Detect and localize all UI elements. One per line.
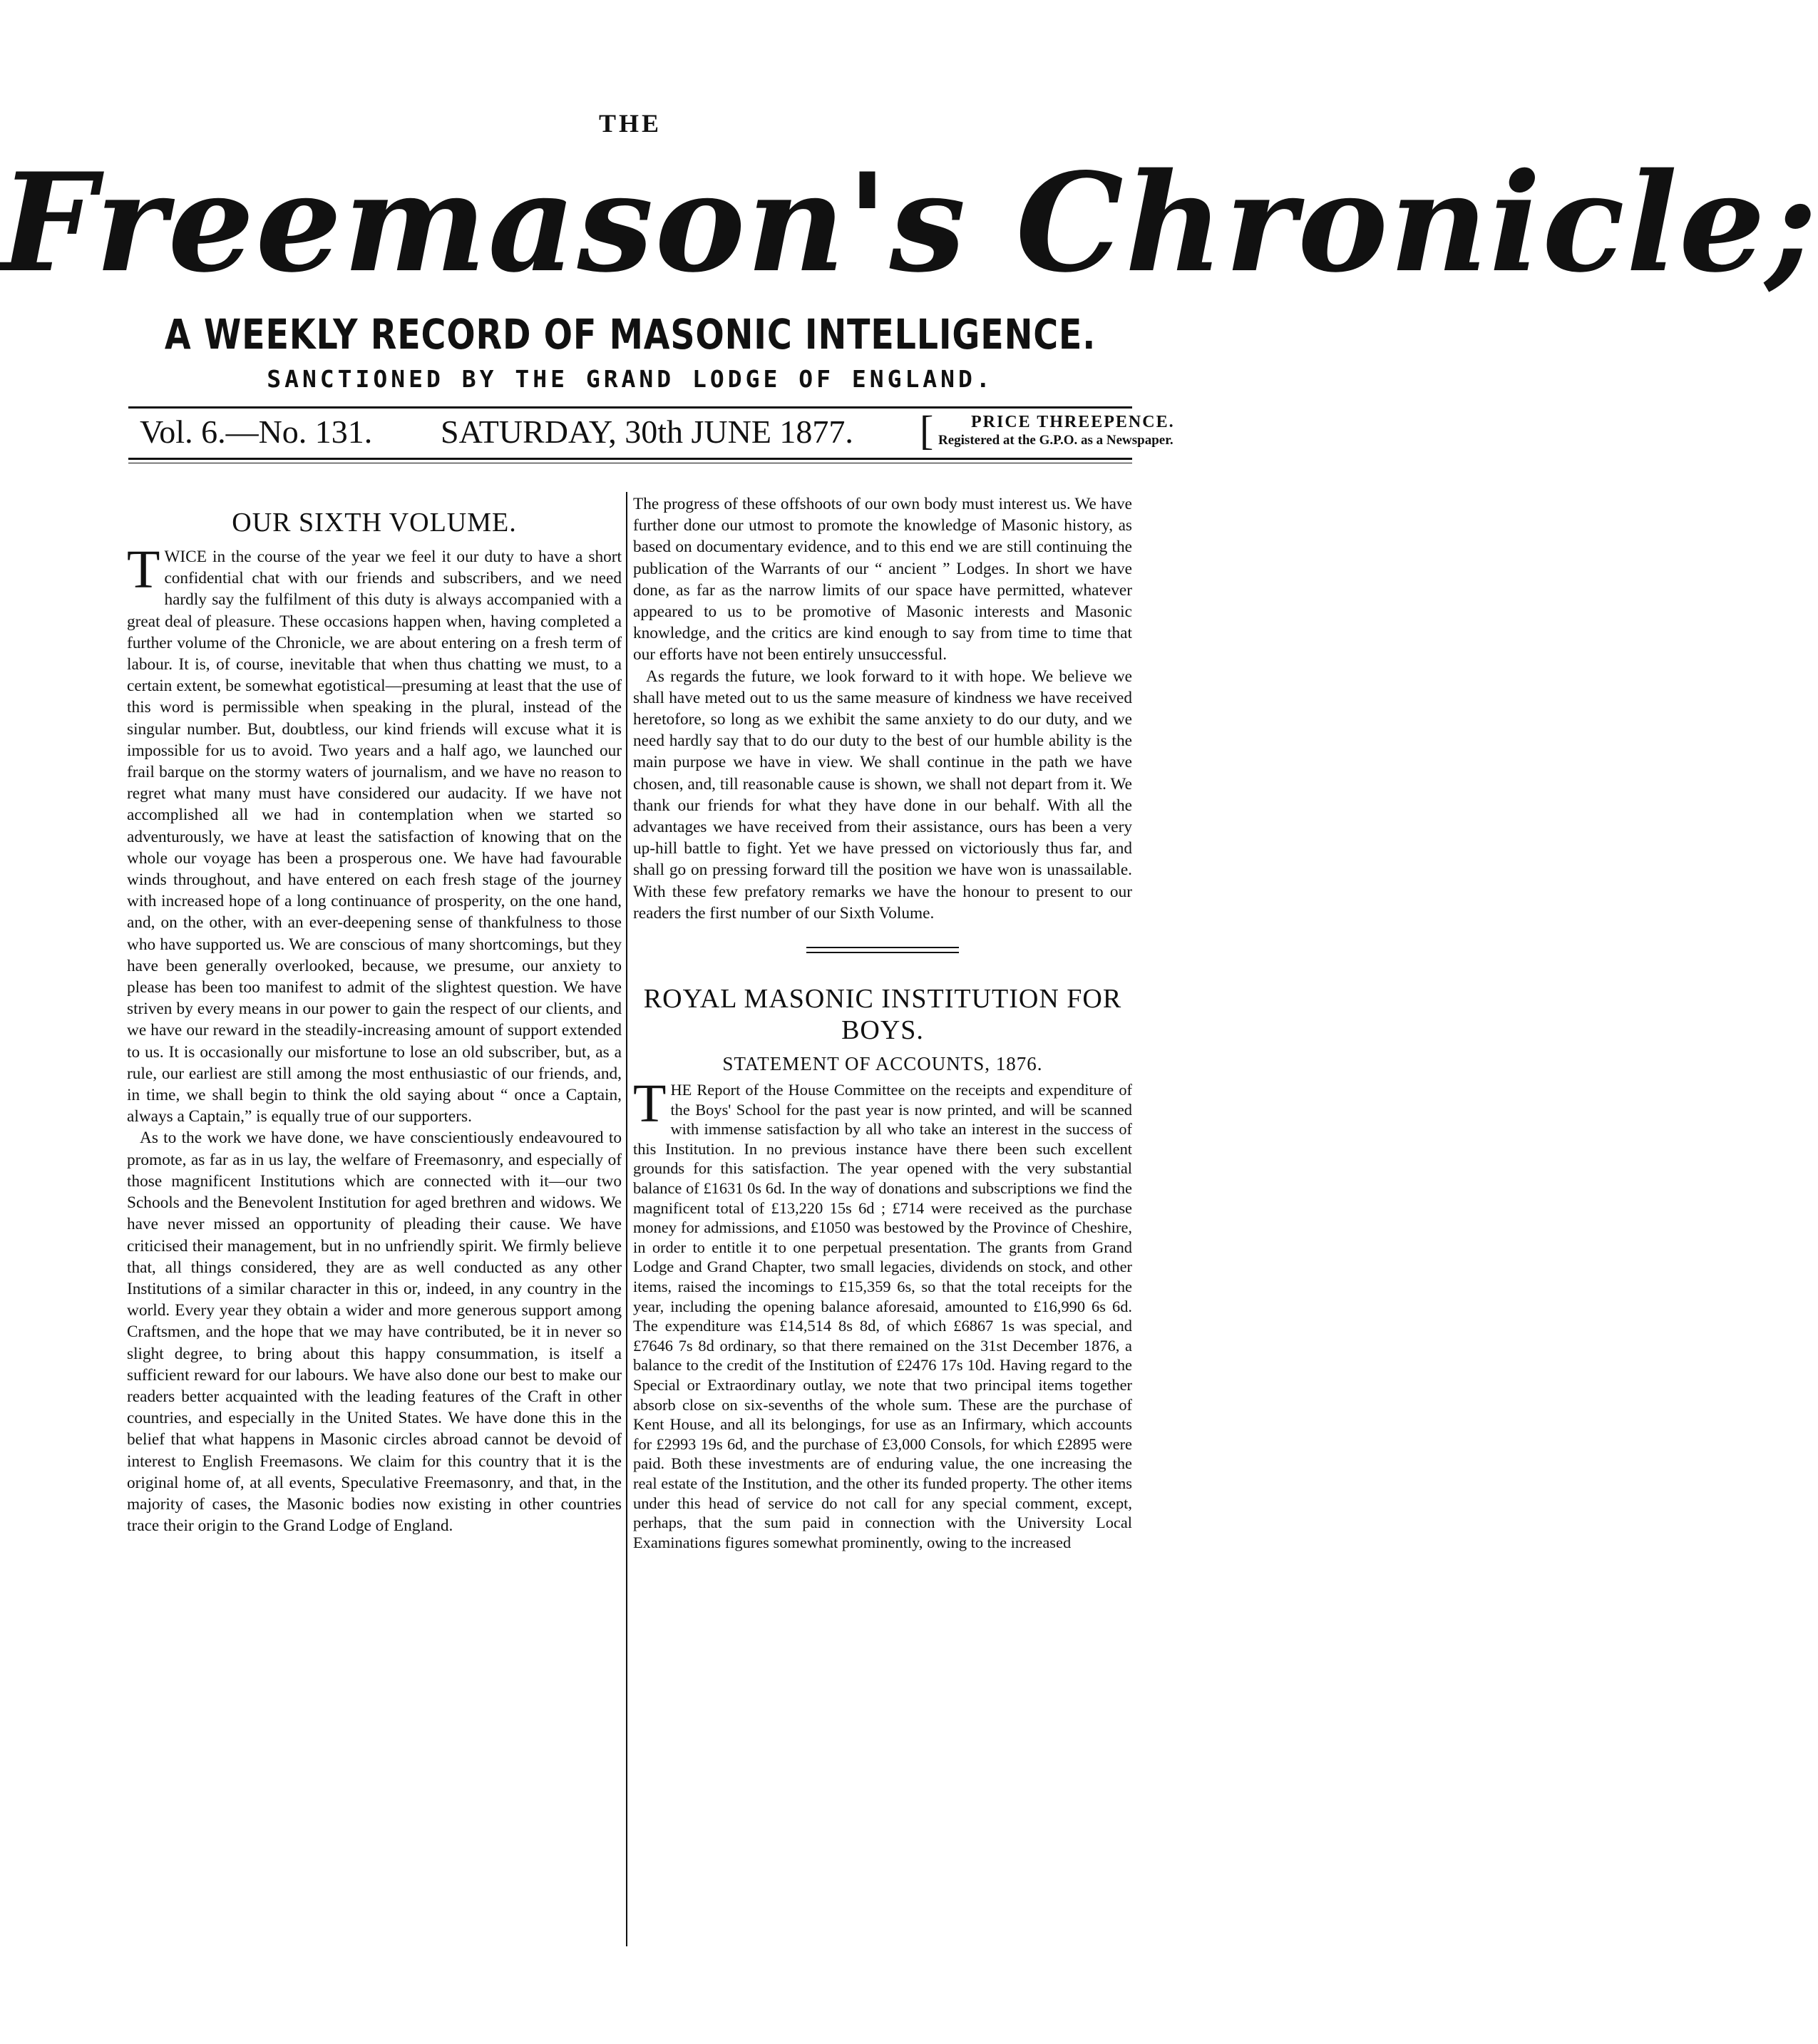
- article-sixth-volume: [127, 493, 622, 1948]
- masthead-the: THE: [598, 109, 662, 138]
- paragraph-text: HE Report of the House Committee on the receipts and expenditure of the Boys' School for the past year is now printed, and will be scanned with immense satisfaction by all who take an interest in the success of this Institution. In no previous instance have there been such excellent grounds for this satisfaction. The year opened with the very substantial balance of £1631 0s 6d. In the way of donations and subscriptions we find the magnificent total of £13,220 15s 6d ; £714 were received as the purchase money for admissions, and £1050 was bestowed by the Province of Cheshire, in order to entitle it to one perpetual presentation. The grants from Grand Lodge and Grand Chapter, two small legacies, dividends on stock, and other items, raised the incomings to £15,359 6s, so that the total receipts for the year, including the opening balance aforesaid, amounted to £16,990 6s 6d. The expenditure was £14,514 8s 8d, of which £6867 1s was special, and £7646 7s 8d ordinary, so that there remained on the 31st December 1876, a balance to the credit of the Institution of £2476 17s 10d. Having regard to the Special or Extraordinary outlay, we note that two principal items together absorb close on six-sevenths of the whole sum. These are the purchase of Kent House, and all its belongings, for use as an Infirmary, which accounts for £2993 19s 6d, and the purchase of £3,000 Consols, for which £2895 were paid. Both these investments are of enduring value, the one increasing the real estate of the Institution, and the other its funded property. The other items under this head of service do not call for any special comment, except, perhaps, that the sum paid in connection with the University Local Examinations figures somewhat prominently, owing to the increased: [633, 1081, 1132, 1551]
- article-subheading: STATEMENT OF ACCOUNTS, 1876.: [722, 1053, 1043, 1075]
- issue-registered: Registered at the G.P.O. as a Newspaper.: [938, 433, 1174, 448]
- article-paragraph: As to the work we have done, we have conscientiously endeavoured to promote, as far as in us lay, the welfare of Freemasonry, and especially of those magnificent Institutions which are connected with it—our two Schools and the Benevolent Institution for aged brethren and widows. We have never missed an opportunity of pleading their cause. We have criticised their management, but in no unfriendly spirit. We firmly believe that, all things considered, they are as well conducted as any other Institutions of a similar character in this or, indeed, in any country in the world. Every year they obtain a wider and more generous support among Craftsmen, and the hope that we may have contributed, be it in never so slight degree, to bring about this happy consummation, is itself a sufficient reward for our labours. We have also done our best to make our readers better acquainted with the leading features of the Craft in other countries, and especially in the United States. We have done this in the belief that what happens in Masonic circles abroad cannot be devoid of interest to English Freemasons. We claim for this country that it is the original home of, at all events, Speculative Freemasonry, and that, in the majority of cases, the Masonic bodies now existing in other countries trace their origin to the Grand Lodge of England.: [127, 1129, 622, 1536]
- article-paragraph: The progress of these offshoots of our own body must interest us. We have further done our utmost to promote the knowledge of Masonic history, as based on documentary evidence, and to this end we are still continuing the publication of the Warrants of our “ ancient ” Lodges. In short we have done, as far as the narrow limits of our space have permitted, whatever appeared to us to be promotive of Masonic interests and Masonic knowledge, and the critics are kind enough to say from time to time that our efforts have not been entirely unsuccessful.: [633, 495, 1132, 664]
- article-heading-continued: BOYS.: [841, 1015, 924, 1046]
- price-bracket: [: [920, 407, 934, 453]
- paragraph-text: WICE in the course of the year we feel it our duty to have a short confidential chat with our friends and subscribers, and we need hardly say the fulfilment of this duty is always accompanied with a great deal of pleasure. These occasions happen when, having completed a further volume of the Chronicle, we are about entering on a fresh term of labour. It is, of course, inevitable that when thus chatting we must, to a certain extent, be somewhat egotistical—presuming at least that the use of this word is permissible when speaking in the plural, instead of the singular number. But, doubtless, our kind friends will excuse what it is impossible for us to avoid. Two years and a half ago, we launched our frail barque on the stormy waters of journalism, and we have no reason to regret what many must have considered our audacity. If we have not accomplished all we had in contemplation when we started so adventurously, we have at least the satisfaction of knowing that on the whole our voyage has been a prosperous one. We have had favourable winds throughout, and have entered on each fresh stage of the journey with increased hope of a long continuance of prosperity, on the one hand, and, on the other, with an ever-deepening sense of thankfulness to those who have supported us. We are conscious of many shortcomings, but they have been generally overlooked, because, we presume, our anxiety to please has been too manifest to admit of the slightest question. We have striven by every means in our power to gain the respect of our clients, and we have our reward in the steadily-increasing amount of support extended to us. It is occasionally our misfortune to lose an old subscriber, but, as a rule, our earliest are still among the most enthusiastic of our friends, and, in time, we shall begin to think the old saying about “ once a Captain, always a Captain,” is equally true of our supporters.: [127, 548, 622, 1126]
- issue-volume: Vol. 6.—No. 131.: [140, 414, 373, 450]
- masthead-subtitle: A WEEKLY RECORD OF MASONIC INTELLIGENCE.: [164, 310, 1097, 359]
- masthead-title: Freemason's Chronicle;: [0, 143, 1818, 302]
- article-paragraph: [633, 1074, 1132, 1552]
- issue-line: [128, 407, 1175, 456]
- issue-date: SATURDAY, 30th JUNE 1877.: [441, 414, 853, 450]
- article-column-right: [633, 493, 1132, 1948]
- drop-cap: T: [127, 540, 160, 600]
- section-separator: [806, 947, 959, 953]
- article-paragraph: [127, 540, 622, 1127]
- article-heading: ROYAL MASONIC INSTITUTION FOR: [643, 984, 1122, 1015]
- masthead-sanction: SANCTIONED BY THE GRAND LODGE OF ENGLAND.: [267, 365, 994, 393]
- drop-cap: T: [633, 1074, 667, 1134]
- article-heading: OUR SIXTH VOLUME.: [232, 508, 517, 538]
- issue-rule-bottom: [128, 458, 1132, 460]
- issue-price: PRICE THREEPENCE.: [971, 413, 1175, 431]
- article-paragraph: As regards the future, we look forward to it with hope. We believe we shall have meted out to us the same measure of kindness we have received heretofore, so long as we exhibit the same anxiety to do our duty, and we need hardly say that to do our duty to the best of our humble ability is the main purpose we have in view. We shall continue in the path we have chosen, and, till reasonable cause is shown, we shall not depart from it. We thank our friends for what they have done in our behalf. With all the advantages we have received from their assistance, ours has been a very up-hill battle to fight. Yet we have pressed on victoriously thus far, and shall go on pressing forward till the position we have won is unassailable. With these few prefatory remarks we have the honour to present to our readers the first number of our Sixth Volume.: [633, 667, 1132, 923]
- column-divider: [626, 492, 627, 1946]
